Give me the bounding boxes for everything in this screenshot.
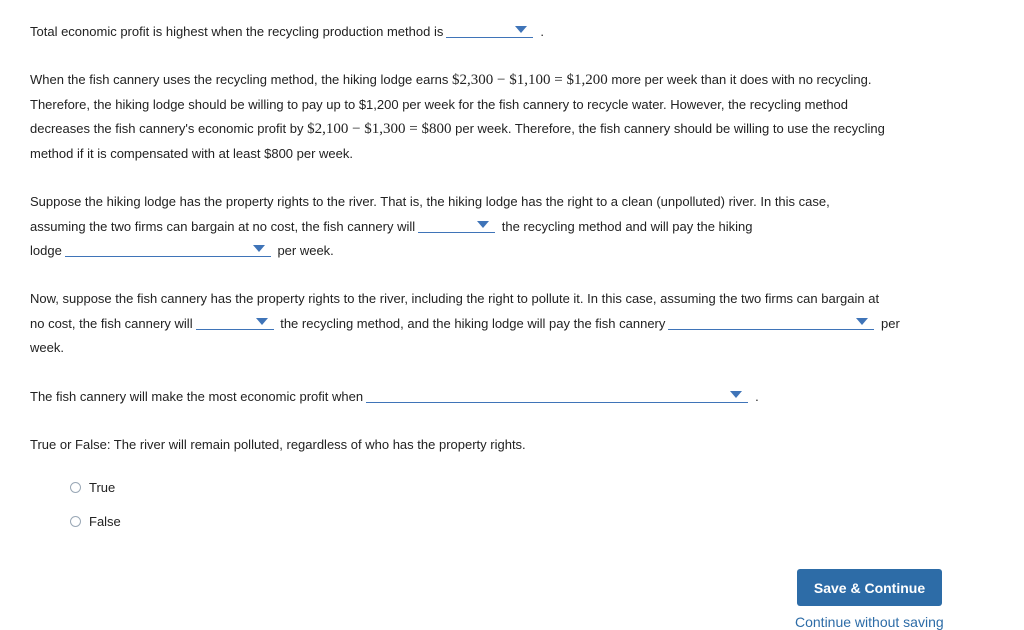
q3-payment-dropdown[interactable]: [668, 313, 874, 330]
q1-production-method-dropdown[interactable]: [446, 21, 533, 38]
q2-text: lodge: [30, 243, 62, 258]
continue-without-saving-link[interactable]: Continue without saving: [795, 614, 944, 630]
question-3: [30, 287, 960, 361]
q2-text: the recycling method and will pay the hiking: [501, 218, 753, 234]
q4-period: .: [755, 389, 759, 404]
explanation-math: $2,300 − $1,100 = $1,200: [452, 72, 608, 88]
q5-prompt: True or False: The river will remain polluted, regardless of who has the property rights.: [30, 437, 526, 452]
radio-option-true[interactable]: [70, 480, 115, 495]
explanation-text: Therefore, the hiking lodge should be willing to pay up to $1,200 per week for the fish cannery to recycle water. However, the recycling method: [30, 96, 849, 112]
q4-condition-dropdown[interactable]: [366, 386, 748, 403]
question-2: [30, 190, 960, 264]
explanation-text: decreases the fish cannery's economic profit by: [30, 121, 304, 136]
chevron-down-icon: [730, 391, 742, 398]
chevron-down-icon: [256, 318, 268, 325]
q2-text: assuming the two firms can bargain at no cost, the fish cannery will: [30, 218, 416, 234]
q2-text: per week.: [277, 243, 334, 258]
q3-text: no cost, the fish cannery will: [30, 315, 193, 331]
radio-button[interactable]: [70, 516, 81, 527]
q3-text: week.: [30, 340, 64, 355]
q3-action-dropdown[interactable]: [196, 313, 274, 330]
explanation-math: $2,100 − $1,300 = $800: [307, 121, 452, 137]
radio-button[interactable]: [70, 482, 81, 493]
question-1: [30, 20, 960, 45]
question-5: [30, 433, 960, 458]
explanation-text: per week. Therefore, the fish cannery should be willing to use the recycling: [455, 121, 885, 136]
q4-text: The fish cannery will make the most economic profit when: [30, 389, 364, 404]
chevron-down-icon: [253, 245, 265, 252]
chevron-down-icon: [477, 221, 489, 228]
q2-text: Suppose the hiking lodge has the property rights to the river. That is, the hiking lodge has the right to a clean (unpolluted) river. In this case,: [30, 194, 830, 209]
q3-text: Now, suppose the fish cannery has the property rights to the river, including the right to pollute it. In this case, assuming the two firms can bargain at: [30, 291, 880, 306]
explanation-text: When the fish cannery uses the recycling method, the hiking lodge earns: [30, 72, 449, 87]
radio-option-false[interactable]: [70, 514, 121, 529]
explanation-paragraph: [30, 68, 960, 166]
q3-text: the recycling method, and the hiking lodge will pay the fish cannery: [280, 315, 666, 331]
q2-payment-dropdown[interactable]: [65, 240, 271, 257]
chevron-down-icon: [515, 26, 527, 33]
q3-text: per: [881, 315, 900, 331]
radio-label: True: [89, 480, 116, 495]
question-4: [30, 385, 960, 410]
chevron-down-icon: [856, 318, 868, 325]
q1-period: .: [540, 24, 544, 39]
explanation-text: more per week than it does with no recycling.: [611, 72, 872, 87]
q2-action-dropdown[interactable]: [418, 216, 495, 233]
radio-label: False: [89, 514, 121, 529]
explanation-text: method if it is compensated with at least $800 per week.: [30, 145, 354, 161]
q1-text: Total economic profit is highest when the recycling production method is: [30, 24, 444, 39]
save-and-continue-button[interactable]: Save & Continue: [797, 569, 942, 606]
